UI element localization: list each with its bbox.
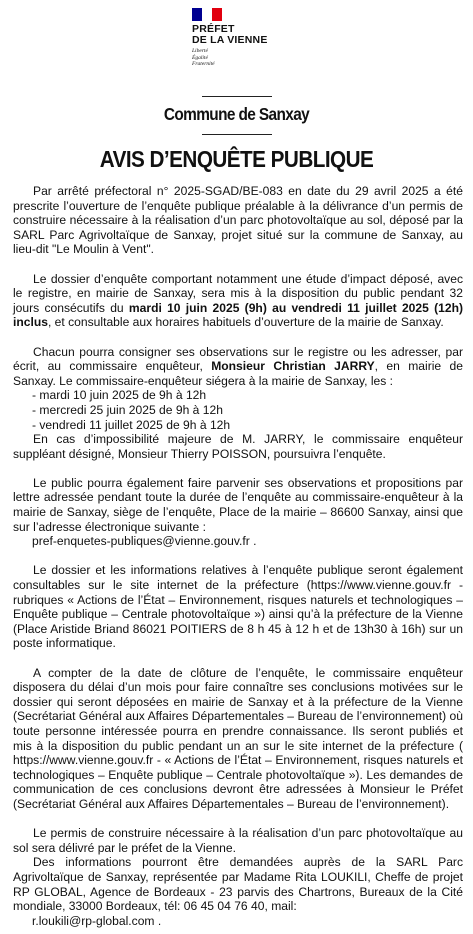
observations-text-b: , en mairie de Sanxay. Le commissaire-enquêteur siégera à la mairie de Sanxay, les :	[13, 359, 463, 388]
paragraph-permit: Le permis de construire nécessaire à la réalisation d’un parc photovoltaïque au sol sera délivré par le préfet de la Vienne.	[13, 826, 463, 855]
commissioner-name: Monsieur Christian JARRY	[211, 359, 375, 374]
dossier-text-b: , et consultable aux horaires habituels d’ouverture de la mairie de Sanxay.	[47, 315, 444, 330]
email-address-prefecture: pref-enquetes-publiques@vienne.gouv.fr .	[32, 534, 257, 549]
session-item: - mardi 10 juin 2025 de 9h à 12h	[32, 388, 207, 403]
top-divider	[202, 96, 272, 97]
paragraph-decree: Par arrêté préfectoral n° 2025-SGAD/BE-083 en date du 29 avril 2025 a été prescrite l’ouverture de l’enquête publique préalable à la délivrance d’un permis de construire nécessaire à la réalisation d’un parc photovoltaïque au sol, déposé par la SARL Parc Agrivoltaïque de Sanxay, projet situé sur la commune de Sanxay, au lieu-dit "Le Moulin à Vent".	[13, 184, 463, 257]
prefet-logo	[192, 8, 282, 68]
email-address-contact: r.loukili@rp-global.com .	[32, 913, 162, 928]
notice-body	[13, 184, 463, 928]
paragraph-dossier	[13, 272, 463, 330]
motto-fraternite: Fraternité	[192, 61, 215, 67]
paragraph-letters: Le public pourra également faire parvenir ses observations et propositions par lettre adressée pendant toute la durée de l’enquête au commissaire-enquêteur à la mairie de Sanxay, siège de l’enquête, Place de la mairie – 86600 Sanxay, ainsi que sur l’adresse électronique suivante :	[13, 475, 463, 534]
notice-title: AVIS D’ENQUÊTE PUBLIQUE	[99, 146, 374, 172]
observations-text-a: Chacun pourra consigner ses observations sur le registre ou les adresser, par écrit, au commissaire enquêteur,	[13, 344, 463, 374]
flag-red-stripe	[212, 8, 222, 21]
middle-divider	[202, 134, 272, 135]
flag-white-stripe	[202, 8, 212, 21]
paragraph-substitute: En cas d’impossibilité majeure de M. JARRY, le commissaire enquêteur suppléant désigné, Monsieur Thierry POISSON, poursuivra l’enquête.	[13, 432, 463, 461]
paragraph-conclusions: A compter de la date de clôture de l’enquête, le commissaire enquêteur disposera du délai d’un mois pour faire connaître ses conclusions motivées sur le dossier qui seront déposées en mairie de Sanxay et à la préfecture de la Vienne (Secrétariat Général aux Affaires Départementales – Bureau de l’environnement) où toute personne intéressée pourra en prendre connaissance. Ils seront publiés et mis à la disposition du public pendant un an sur le site internet de la préfecture ( https://www.vienne.gouv.fr - « Actions de l’État – Environnement, risques naturels et technologiques – Enquête publique – Centrale photovoltaïque »). Les demandes de communication de ces conclusions devront être adressées à Monsieur le Préfet (Secrétariat Général aux Affaires Départementales – Bureau de l’environnement).	[13, 665, 463, 811]
paragraph-online-dossier: Le dossier et les informations relatives à l’enquête publique seront également consultables sur le site internet de la préfecture (https://www.vienne.gouv.fr - rubriques « Actions de l’État – Environnement, risques naturels et technologiques – Enquête publique – Centrale photovoltaïque ») ainsi qu’à la préfecture de la Vienne (Place Aristide Briand 86021 POITIERS de 8 h 45 à 12 h et de 13h30 à 16h) sur un poste informatique.	[13, 563, 463, 651]
french-flag-icon	[192, 8, 222, 21]
prefet-title-line2: DE LA VIENNE	[192, 34, 268, 46]
motto-egalite: Égalité	[192, 54, 208, 61]
enquiry-dates: mardi 10 juin 2025 (9h) au vendredi 11 juillet 2025 (12h) inclus	[13, 300, 463, 330]
paragraph-observations	[13, 345, 463, 389]
dossier-text-a: Le dossier d’enquête comportant notamment une étude d’impact déposé, avec le registre, en mairie de Sanxay, sera mis à la disposition du public pendant 32 jours consécutifs du	[13, 271, 463, 315]
session-item: - vendredi 11 juillet 2025 de 9h à 12h	[32, 417, 231, 432]
prefet-title-line1: PRÉFET	[192, 23, 235, 35]
session-item: - mercredi 25 juin 2025 de 9h à 12h	[32, 402, 223, 417]
prefet-title	[192, 24, 282, 46]
republic-motto	[192, 48, 282, 68]
motto-liberte: Liberté	[192, 48, 208, 54]
commune-heading: Commune de Sanxay	[163, 104, 310, 124]
flag-blue-stripe	[192, 8, 202, 21]
paragraph-contact: Des informations pourront être demandées auprès de la SARL Parc Agrivoltaïque de Sanxay, représentée par Madame Rita LOUKILI, Cheffe de projet RP GLOBAL, Agence de Bordeaux - 23 parvis des Chartrons, Bureaux de la Cité mondiale, 33000 Bordeaux, tél: 06 45 04 76 40, mail:	[13, 855, 463, 914]
